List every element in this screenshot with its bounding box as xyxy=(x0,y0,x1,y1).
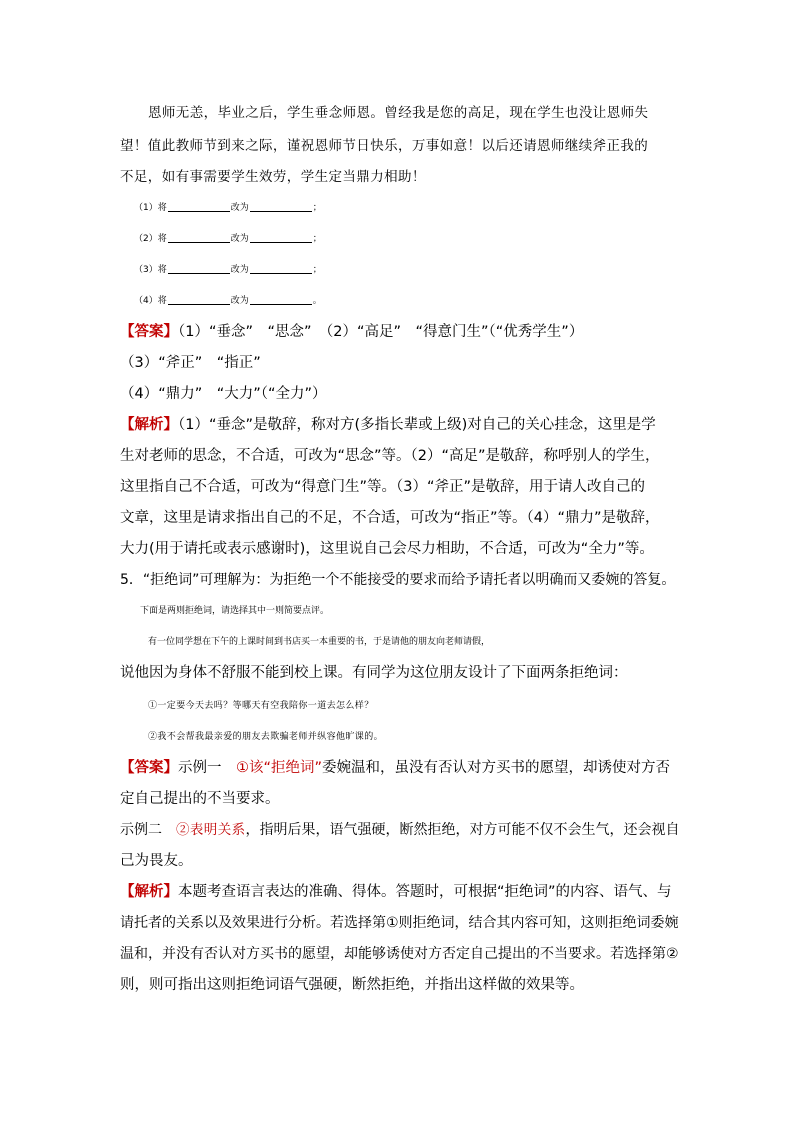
blank-row-label: （1）将 xyxy=(134,203,167,213)
analysis1-line-2: 生对老师的思念，不合适，可改为“思念”等。（2）“高足”是敬辞，称呼别人的学生， xyxy=(120,448,660,464)
example-text: 委婉温和，虽没有否认对方买书的愿望，却诱使对方否 xyxy=(322,760,671,776)
blank-row-end: ； xyxy=(312,203,322,213)
blank-row-2 xyxy=(134,224,689,255)
blank-row-mid: 改为 xyxy=(230,265,249,275)
analysis2-line-4: 则，则可指出这则拒绝词语气强硬，断然拒绝，并指出这样做的效果等。 xyxy=(120,977,584,993)
analysis2-line-3: 温和，并没有否认对方买书的愿望，却能够诱使对方否定自己提出的不当要求。若选择第② xyxy=(120,946,679,962)
blank-row-3 xyxy=(134,255,689,286)
analysis2-text: 本题考查语言表达的准确、得体。答题时，可根据“拒绝词”的内容、语气、与 xyxy=(178,884,672,900)
blank-row-mid: 改为 xyxy=(230,234,249,244)
answer-blank[interactable] xyxy=(168,290,230,305)
analysis2-line-1 xyxy=(120,877,675,908)
blank-row-mid: 改为 xyxy=(230,203,249,213)
analysis1-text: （1）“垂念”是敬辞，称对方(多指长辈或上级)对自己的关心挂念，这里是学 xyxy=(178,417,656,433)
q5-option-1: ①一定要今天去吗？等哪天有空我陪你一道去怎么样？ xyxy=(148,701,374,711)
analysis1-line-3: 这里指自己不合适，可改为“得意门生”等。（3）“斧正”是敬辞，用于请人改自己的 xyxy=(120,479,646,495)
analysis1-line-1 xyxy=(120,410,675,441)
example-text: ，指明后果，语气强硬，断然拒绝，对方可能不仅不会生气，还会视自 xyxy=(245,822,680,838)
q5-line-3: 有一位同学想在下午的上课时间到书店买一本重要的书，于是请他的朋友向老师请假， xyxy=(148,637,491,647)
answer-blank[interactable] xyxy=(250,228,312,243)
blank-row-mid: 改为 xyxy=(230,296,249,306)
q5-option-2: ②我不会帮我最亲爱的朋友去欺骗老师并纵容他旷课的。 xyxy=(148,732,384,742)
blank-row-1 xyxy=(134,193,689,224)
passage-line-2: 望！值此教师节到来之际，谨祝恩师节日快乐，万事如意！以后还请恩师继续斧正我的 xyxy=(120,138,649,154)
answer2-line-1 xyxy=(120,753,675,784)
analysis-tag: 【解析】 xyxy=(120,884,178,900)
q5-line-2: 下面是两则拒绝词，请选择其中一则简要点评。 xyxy=(140,606,330,616)
answer1-text: （1）“垂念” “思念” （2）“高足” “得意门生”（“优秀学生”） xyxy=(178,324,584,340)
answer-tag: 【答案】 xyxy=(120,760,178,776)
answer-blank[interactable] xyxy=(250,259,312,274)
blank-row-label: （3）将 xyxy=(134,265,167,275)
answer2-line-4: 己为畏友。 xyxy=(120,853,193,869)
answer2-line-3 xyxy=(120,815,680,846)
blank-row-label: （4）将 xyxy=(134,296,167,306)
blank-row-end: 。 xyxy=(312,296,322,306)
answer-blank[interactable] xyxy=(250,290,312,305)
analysis1-line-5: 大力(用于请托或表示感谢时)，这里说自己会尽力相助，不合适，可改为“全力”等。 xyxy=(120,541,654,557)
example-label: 示例一 xyxy=(178,760,236,776)
answer-blank[interactable] xyxy=(168,259,230,274)
answer-blank[interactable] xyxy=(250,197,312,212)
example-label: 示例二 xyxy=(120,822,176,838)
answer1-line-3: （4）“鼎力” “大力”（“全力”） xyxy=(120,386,327,402)
analysis2-line-2: 请托者的关系以及效果进行分析。若选择第①则拒绝词，结合其内容可知，这则拒绝词委婉 xyxy=(120,915,679,931)
answer-blank[interactable] xyxy=(168,228,230,243)
highlight-text: ①该“拒绝词” xyxy=(236,760,323,776)
analysis-tag: 【解析】 xyxy=(120,417,178,433)
passage-line-1: 恩师无恙，毕业之后，学生垂念师恩。曾经我是您的高足，现在学生也没让恩师失 xyxy=(148,105,649,121)
answer-tag: 【答案】 xyxy=(120,324,178,340)
q5-line-1: 5．“拒绝词”可理解为：为拒绝一个不能接受的要求而给予请托者以明确而又委婉的答复。 xyxy=(120,572,676,588)
blank-row-4 xyxy=(134,286,689,317)
answer1-line-1 xyxy=(120,317,675,348)
blank-row-end: ； xyxy=(312,234,322,244)
blank-row-label: （2）将 xyxy=(134,234,167,244)
answer2-line-2: 定自己提出的不当要求。 xyxy=(120,791,280,807)
answer-blank[interactable] xyxy=(168,197,230,212)
analysis1-line-4: 文章，这里是请求指出自己的不足，不合适，可改为“指正”等。（4）“鼎力”是敬辞， xyxy=(120,510,660,526)
highlight-text: ②表明关系 xyxy=(176,822,246,838)
q5-line-4: 说他因为身体不舒服不能到校上课。有同学为这位朋友设计了下面两条拒绝词： xyxy=(120,665,628,681)
answer1-line-2: （3）“斧正” “指正” xyxy=(120,355,261,371)
blank-row-end: ； xyxy=(312,265,322,275)
passage-line-3: 不足，如有事需要学生效劳，学生定当鼎力相助！ xyxy=(120,169,426,185)
